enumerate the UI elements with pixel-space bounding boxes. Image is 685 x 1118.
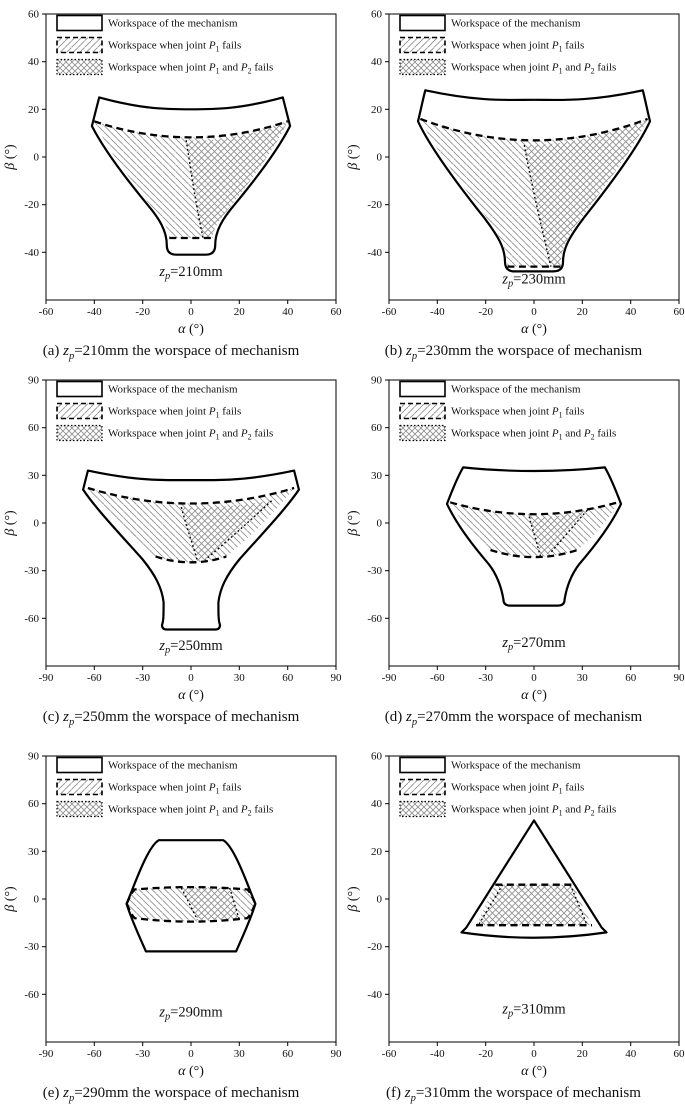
x-tick-label: -40 <box>429 1048 445 1060</box>
x-tick-label: 0 <box>530 1048 537 1060</box>
zp-label: $z_p=210mm$ <box>159 264 223 283</box>
y-axis-label: β (°) <box>3 144 18 170</box>
legend-label-workspace: Workspace of the mechanism <box>108 17 238 30</box>
x-tick-label: 0 <box>188 306 194 318</box>
y-tick-label: -40 <box>366 246 382 259</box>
x-axis <box>381 1042 684 1060</box>
workspace-chart <box>0 744 342 1078</box>
y-tick-label: -60 <box>366 612 382 625</box>
y-axis <box>24 375 46 625</box>
x-tick-label: -90 <box>38 1048 54 1060</box>
x-tick-label: -30 <box>135 1048 151 1060</box>
y-axis-label: β (°) <box>3 510 18 536</box>
y-axis-label: β (°) <box>345 886 361 912</box>
y-tick-label: 30 <box>28 469 39 482</box>
x-tick-label: -60 <box>381 1048 396 1060</box>
text-part: p <box>410 1093 416 1104</box>
y-tick-label: 60 <box>370 422 382 435</box>
text-part: p <box>411 717 418 728</box>
workspace-chart <box>0 2 342 336</box>
x-axis-label: α (°) <box>520 322 547 336</box>
legend-label-p1-p2-fail: Workspace when joint $P_1$ and $P_2$ fails <box>108 427 274 442</box>
legend-swatch-p1-fail <box>57 780 102 795</box>
text-part: z <box>404 1085 411 1101</box>
x-tick-label: -60 <box>381 306 396 318</box>
legend-label-p1-p2-fail: Workspace when joint $P_1$ and $P_2$ fails <box>450 61 616 76</box>
y-tick-label: 60 <box>28 422 39 435</box>
text-part: =230mm the worspace of mechanism <box>417 343 643 359</box>
legend-swatch-p1-fail <box>400 780 445 795</box>
text-part: z <box>406 343 412 359</box>
text-part: (f) <box>386 1085 405 1101</box>
x-tick-label: 20 <box>576 1048 588 1060</box>
workspace-plot-d <box>343 368 685 702</box>
subplot-d <box>342 366 685 742</box>
text-part: z <box>63 343 69 359</box>
x-tick-label: 90 <box>330 672 342 684</box>
x-tick-label: -20 <box>477 1048 493 1060</box>
legend-swatch-p1-fail <box>57 38 102 53</box>
y-tick-label: 60 <box>370 750 382 763</box>
subplot-caption-b <box>385 341 642 367</box>
y-axis <box>24 9 46 259</box>
y-axis <box>24 751 46 1001</box>
x-tick-label: -30 <box>135 672 151 684</box>
y-tick-label: 60 <box>28 8 39 21</box>
x-axis-label: α (°) <box>178 1064 204 1078</box>
workspace-plot-f <box>343 744 685 1078</box>
x-tick-label: 90 <box>330 1048 342 1060</box>
legend-swatch-p1-p2-fail <box>400 426 445 441</box>
y-tick-label: -30 <box>366 565 382 578</box>
y-tick-label: 90 <box>28 750 39 763</box>
zp-label: $z_p=270mm$ <box>501 634 566 653</box>
y-tick-label: 0 <box>376 517 382 530</box>
y-tick-label: 60 <box>28 798 39 811</box>
legend-swatch-p1-p2-fail <box>57 60 102 75</box>
legend-swatch-p1-fail <box>57 404 102 419</box>
x-tick-label: -60 <box>86 1048 102 1060</box>
y-tick-label: 40 <box>28 56 39 69</box>
x-axis <box>39 1042 342 1060</box>
legend-swatch-workspace <box>57 16 102 31</box>
text-part: =210mm the worspace of mechanism <box>74 343 300 359</box>
x-tick-label: 0 <box>188 1048 194 1060</box>
workspace-plot-a <box>0 2 342 336</box>
text-part: =250mm the worspace of mechanism <box>74 709 300 725</box>
workspace-plot-b <box>343 2 685 336</box>
x-tick-label: -60 <box>429 672 445 684</box>
y-tick-label: 90 <box>370 374 382 387</box>
subplot-caption-c <box>43 707 300 733</box>
y-tick-label: -40 <box>24 246 39 259</box>
x-tick-label: 60 <box>330 306 342 318</box>
y-tick-label: 0 <box>33 151 39 164</box>
y-tick-label: 20 <box>28 103 39 116</box>
x-tick-label: 60 <box>282 1048 294 1060</box>
x-tick-label: 20 <box>233 306 245 318</box>
x-tick-label: 60 <box>673 1048 684 1060</box>
x-tick-label: -40 <box>429 306 445 318</box>
legend <box>400 382 616 442</box>
y-tick-label: 40 <box>370 798 382 811</box>
x-tick-label: 40 <box>624 306 636 318</box>
workspace-chart <box>343 2 685 336</box>
x-tick-label: -90 <box>381 672 396 684</box>
legend <box>400 758 616 818</box>
text-part: z <box>63 709 69 725</box>
subplot-caption-a <box>43 341 300 367</box>
legend-swatch-p1-p2-fail <box>57 426 102 441</box>
subplot-b <box>342 0 685 366</box>
text-part: p <box>68 351 75 362</box>
x-axis <box>39 300 342 318</box>
legend <box>57 382 273 442</box>
workspace-chart <box>343 368 685 702</box>
legend-label-p1-fail: Workspace when joint $P_1$ fails <box>450 405 584 420</box>
legend <box>57 16 273 76</box>
legend-label-p1-p2-fail: Workspace when joint $P_1$ and $P_2$ fails <box>450 427 616 442</box>
subplot-a <box>0 0 342 366</box>
y-tick-label: -60 <box>24 988 39 1001</box>
y-tick-label: 20 <box>370 845 382 858</box>
x-tick-label: -60 <box>38 306 54 318</box>
legend-label-workspace: Workspace of the mechanism <box>450 383 581 396</box>
x-tick-label: 0 <box>188 672 194 684</box>
x-tick-label: 30 <box>233 1048 245 1060</box>
y-tick-label: -40 <box>366 988 382 1001</box>
x-tick-label: 0 <box>530 672 537 684</box>
legend-label-p1-fail: Workspace when joint $P_1$ fails <box>450 781 584 796</box>
x-axis <box>39 666 342 684</box>
y-tick-label: 0 <box>376 893 382 906</box>
x-tick-label: 90 <box>673 672 684 684</box>
legend-swatch-workspace <box>57 758 102 773</box>
y-axis-label: β (°) <box>345 144 361 170</box>
y-tick-label: 30 <box>370 469 382 482</box>
text-part: =270mm the worspace of mechanism <box>417 709 643 725</box>
y-axis-label: β (°) <box>3 886 18 912</box>
zp-label: $z_p=250mm$ <box>159 638 223 657</box>
legend-label-p1-fail: Workspace when joint $P_1$ fails <box>108 39 242 54</box>
y-axis <box>367 9 389 259</box>
legend-swatch-p1-p2-fail <box>400 802 445 817</box>
legend-label-workspace: Workspace of the mechanism <box>108 759 238 772</box>
text-part: (a) <box>42 343 64 359</box>
x-tick-label: -40 <box>86 306 102 318</box>
legend-swatch-p1-fail <box>400 38 445 53</box>
x-axis-label: α (°) <box>520 1064 547 1078</box>
legend-label-p1-p2-fail: Workspace when joint $P_1$ and $P_2$ fails <box>450 803 616 818</box>
legend <box>57 758 273 818</box>
legend-swatch-workspace <box>400 16 445 31</box>
text-part: (c) <box>42 709 64 725</box>
subplot-e <box>0 742 342 1118</box>
text-part: p <box>68 1093 75 1104</box>
subplot-c <box>0 366 342 742</box>
zp-label: $z_p=290mm$ <box>159 1004 223 1023</box>
x-axis-label: α (°) <box>178 322 204 336</box>
x-tick-label: -60 <box>86 672 102 684</box>
y-tick-label: -20 <box>366 199 382 212</box>
y-tick-label: 20 <box>370 103 382 116</box>
y-axis <box>367 751 389 1001</box>
x-tick-label: 0 <box>530 306 537 318</box>
y-tick-label: 60 <box>370 8 382 21</box>
y-tick-label: 30 <box>28 845 39 858</box>
x-tick-label: 60 <box>282 672 294 684</box>
workspace-chart <box>0 368 342 702</box>
x-tick-label: 30 <box>233 672 245 684</box>
workspace-chart <box>343 744 685 1078</box>
y-tick-label: -20 <box>366 941 382 954</box>
x-tick-label: -20 <box>477 306 493 318</box>
text-part: (b) <box>384 343 407 359</box>
legend-swatch-workspace <box>400 382 445 397</box>
zp-label: $z_p=230mm$ <box>501 271 566 290</box>
workspace-plot-c <box>0 368 342 702</box>
zp-label: $z_p=310mm$ <box>501 1001 566 1020</box>
legend-swatch-p1-p2-fail <box>57 802 102 817</box>
text-part: (e) <box>42 1085 64 1101</box>
x-axis-label: α (°) <box>178 688 204 702</box>
y-axis-label: β (°) <box>345 510 361 536</box>
x-axis <box>381 666 684 684</box>
x-tick-label: 30 <box>576 672 588 684</box>
y-axis <box>367 375 389 625</box>
y-tick-label: -30 <box>24 565 39 578</box>
y-tick-label: 0 <box>33 893 39 906</box>
legend-label-p1-fail: Workspace when joint $P_1$ fails <box>108 781 242 796</box>
legend-label-p1-p2-fail: Workspace when joint $P_1$ and $P_2$ fails <box>108 61 274 76</box>
subplot-caption-e <box>43 1083 300 1109</box>
text-part: =310mm the worspace of mechanism <box>415 1085 641 1101</box>
y-tick-label: 40 <box>370 56 382 69</box>
legend-label-p1-p2-fail: Workspace when joint $P_1$ and $P_2$ fails <box>108 803 274 818</box>
legend <box>400 16 616 76</box>
text-part: =290mm the worspace of mechanism <box>74 1085 300 1101</box>
x-axis-label: α (°) <box>520 688 547 702</box>
text-part: p <box>68 717 75 728</box>
subplot-f <box>342 742 685 1118</box>
legend-label-workspace: Workspace of the mechanism <box>108 383 238 396</box>
x-tick-label: 60 <box>673 306 684 318</box>
legend-swatch-workspace <box>57 382 102 397</box>
legend-swatch-p1-p2-fail <box>400 60 445 75</box>
text-part: z <box>406 709 412 725</box>
workspace-plot-e <box>0 744 342 1078</box>
x-tick-label: 20 <box>576 306 588 318</box>
legend-swatch-workspace <box>400 758 445 773</box>
y-tick-label: -30 <box>24 941 39 954</box>
x-axis <box>381 300 684 318</box>
text-part: z <box>63 1085 69 1101</box>
subplot-caption-d <box>385 707 642 733</box>
y-tick-label: -20 <box>24 199 39 212</box>
x-tick-label: -20 <box>135 306 151 318</box>
x-tick-label: -30 <box>477 672 493 684</box>
x-tick-label: 60 <box>624 672 636 684</box>
y-tick-label: 0 <box>376 151 382 164</box>
legend-label-workspace: Workspace of the mechanism <box>450 759 581 772</box>
x-tick-label: 40 <box>282 306 294 318</box>
y-tick-label: 0 <box>33 517 39 530</box>
x-tick-label: -90 <box>38 672 54 684</box>
legend-swatch-p1-fail <box>400 404 445 419</box>
y-tick-label: -60 <box>24 612 39 625</box>
legend-label-workspace: Workspace of the mechanism <box>450 17 581 30</box>
legend-label-p1-fail: Workspace when joint $P_1$ fails <box>108 405 242 420</box>
subplot-caption-f <box>386 1083 641 1109</box>
y-tick-label: 90 <box>28 374 39 387</box>
text-part: (d) <box>384 709 407 725</box>
text-part: p <box>411 351 418 362</box>
legend-label-p1-fail: Workspace when joint $P_1$ fails <box>450 39 584 54</box>
x-tick-label: 40 <box>624 1048 636 1060</box>
